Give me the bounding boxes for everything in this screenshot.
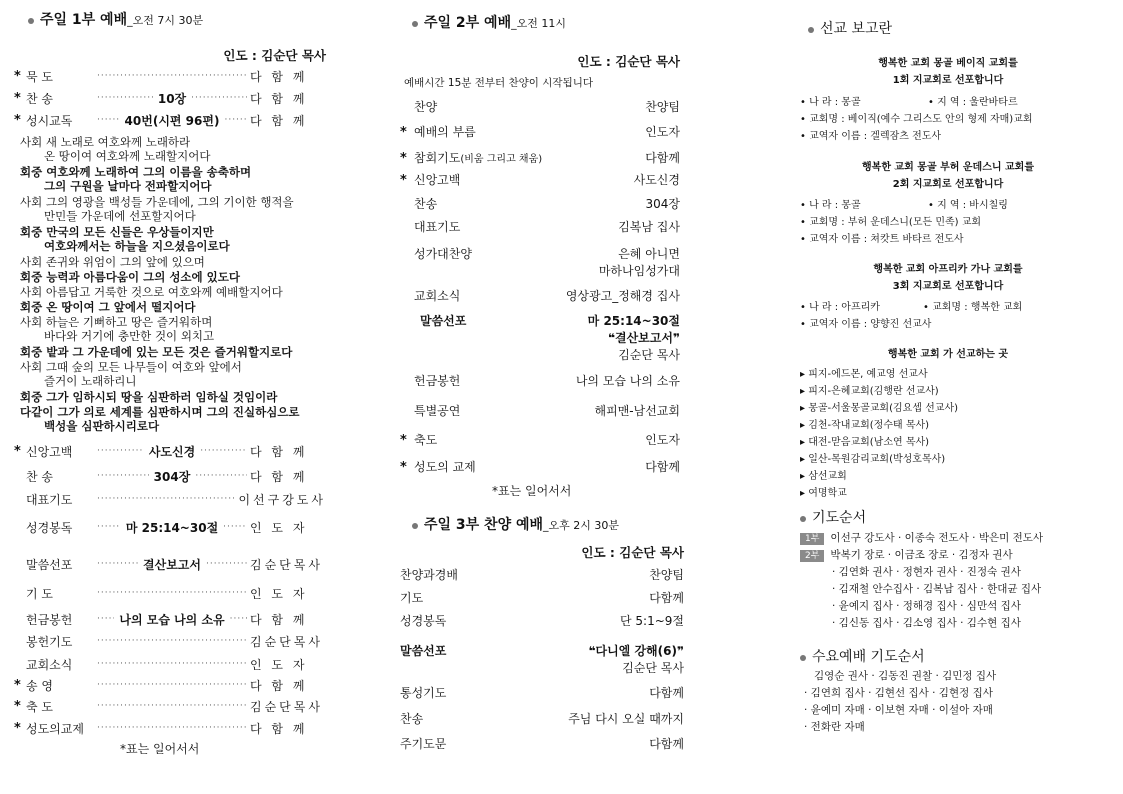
row-leader-dots <box>223 522 247 532</box>
row-value: 다 함 께 <box>250 113 308 128</box>
first-service-heading <box>28 9 203 29</box>
mission-2-worker: • 교역자 이름 : 쳐캇트 바타르 전도사 <box>800 234 964 245</box>
row-value: 영상광고_정해경 집사 <box>565 289 680 303</box>
row-leader-dots <box>224 115 247 125</box>
row-label: 성가대찬양 <box>414 247 472 261</box>
verse-line: 그의 구원을 날마다 전파할지어다 <box>44 179 212 193</box>
row-label: 기 도 <box>26 586 53 601</box>
item-label-wrap <box>400 372 460 389</box>
verse-line: 사회 하늘은 기뻐하고 땅은 즐거워하며 <box>20 315 213 329</box>
row-label: 신앙고백 <box>26 444 73 459</box>
row-leader-dots <box>97 559 138 569</box>
item-value-wrap <box>595 402 684 419</box>
row-label: 대표기도 <box>414 220 461 234</box>
row-label: 기도 <box>400 591 424 605</box>
item-label-wrap <box>400 149 542 166</box>
row-label: 통성기도 <box>400 686 447 700</box>
order-row <box>400 612 684 629</box>
first-service-leader: 인도 : 김순단 목사 <box>223 48 326 63</box>
item-value-wrap <box>576 372 684 389</box>
order-row <box>14 68 326 84</box>
row-leader-dots <box>97 93 153 103</box>
item-value-wrap <box>634 171 684 188</box>
order-row <box>14 556 326 572</box>
row-leader-dots <box>97 723 247 733</box>
row-value: 단 5:1~9절 <box>619 614 684 628</box>
item-label-wrap <box>400 245 472 279</box>
order-row <box>400 245 684 279</box>
second-service-time: _오전 11시 <box>511 17 566 30</box>
mission-site: ▸ 피지-은혜교회(김행란 선교사) <box>800 386 939 397</box>
item-label-wrap <box>400 458 476 475</box>
row-leader-dots <box>97 471 149 481</box>
mission-report-title: 선교 보고란 <box>820 21 893 37</box>
row-leader-dots <box>97 614 114 624</box>
row-star: * <box>14 112 21 128</box>
first-service-footnote: *표는 일어서서 <box>120 742 200 756</box>
mission-3-country: • 나 라 : 아프리카 <box>800 302 880 313</box>
order-row <box>400 287 684 304</box>
item-value-wrap <box>645 458 684 475</box>
row-label: 찬양과경배 <box>400 568 458 582</box>
row-leader-dots <box>97 446 144 456</box>
responsive-reading-verse <box>20 360 326 388</box>
verse-line: 회중 여호와께 노래하여 그의 이름을 송축하며 <box>20 165 252 179</box>
row-label: 송 영 <box>26 678 53 693</box>
second-sermon-row <box>400 312 684 363</box>
row-star: * <box>400 460 407 475</box>
order-row <box>14 720 326 736</box>
row-star: * <box>400 125 407 140</box>
order-row <box>14 491 326 507</box>
third-service-time: _오후 2시 30분 <box>543 519 620 532</box>
first-service-time: _오전 7시 30분 <box>127 14 204 27</box>
verse-line: 회중 온 땅이여 그 앞에서 떨지어다 <box>20 300 196 314</box>
row-value: 김순단목사 <box>250 634 323 649</box>
row-label: 찬송 <box>400 712 424 726</box>
prayer-row <box>832 615 1021 630</box>
row-leader-dots <box>97 701 247 711</box>
mission-site: ▸ 삼선교회 <box>800 471 847 482</box>
verse-line: 사회 존귀와 위엄이 그의 앞에 있으며 <box>20 255 205 269</box>
row-label-note: (비움 그리고 채움) <box>460 154 543 165</box>
third-service-title: 주일 3부 찬양 예배 <box>424 517 544 533</box>
mission-site: ▸ 김천-작내교회(정수태 목사) <box>800 420 930 431</box>
order-row <box>400 195 684 212</box>
row-detail: 사도신경 <box>148 444 196 459</box>
responsive-reading-verse <box>20 315 326 343</box>
mission-site: ▸ 여명학교 <box>800 488 847 499</box>
item-label-wrap <box>400 218 460 235</box>
row-value: 해피맨-남선교회 <box>594 404 680 418</box>
verse-line: 회중 능력과 아름다움이 그의 성소에 있도다 <box>20 270 240 284</box>
row-label: 축 도 <box>26 699 53 714</box>
verse-line: 백성을 심판하시리로다 <box>44 419 160 433</box>
item-value-wrap <box>599 245 684 279</box>
row-value: 다함께 <box>645 151 680 165</box>
second-sermon-ref: 마 25:14~30절 <box>587 314 680 328</box>
second-sermon-label: 말씀선포 <box>420 314 467 328</box>
prayer-row <box>832 581 1041 596</box>
row-label: 말씀선포 <box>26 557 73 572</box>
row-label: 성경봉독 <box>400 614 447 628</box>
row-value: 다함께 <box>649 591 684 605</box>
order-row <box>400 171 684 188</box>
responsive-reading-verse <box>20 285 326 299</box>
item-label-wrap <box>400 98 437 115</box>
row-label: 신앙고백 <box>414 173 461 187</box>
third-sermon-title: ❝다니엘 강해(6)❞ <box>588 644 684 658</box>
mission-site: ▸ 몽골-서울몽골교회(김요셉 선교사) <box>800 403 959 414</box>
row-label: 예배의 부름 <box>414 125 476 139</box>
row-value: 다 함 께 <box>250 721 308 736</box>
mission-3-worker: • 교역자 이름 : 양향진 선교사 <box>800 319 932 330</box>
row-value: 다 함 께 <box>250 469 308 484</box>
row-label: 성시교독 <box>26 113 73 128</box>
responsive-reading-verse <box>20 135 326 163</box>
verse-line: 사회 그의 영광을 백성들 가운데에, 그의 기이한 행적을 <box>20 195 294 209</box>
row-value: 인 도 자 <box>250 586 308 601</box>
prayer-row <box>832 598 1021 613</box>
prayer-names: · 김신동 집사 · 김소영 집사 · 김수현 집사 <box>832 617 1021 629</box>
mission-2-church: • 교회명 : 부허 운데스니(모든 민족) 교회 <box>800 217 982 228</box>
row-detail: 마 25:14~30절 <box>125 520 219 535</box>
mission-3-church: • 교회명 : 행복한 교회 <box>923 302 1023 313</box>
wednesday-prayer-title: 수요예배 기도순서 <box>812 649 925 665</box>
row-leader-dots <box>206 559 247 569</box>
row-value: 은혜 아니면 <box>618 247 680 261</box>
item-value-wrap <box>566 287 684 304</box>
responsive-reading-verse <box>20 390 326 404</box>
row-label: 참회기도 <box>414 151 461 165</box>
third-sermon-label: 말씀선포 <box>400 644 447 658</box>
bullet-icon <box>412 21 418 27</box>
item-label-wrap <box>400 431 437 448</box>
row-label: 헌금봉헌 <box>26 612 73 627</box>
order-row <box>400 123 684 140</box>
responsive-reading-verse <box>20 165 326 193</box>
verse-line: 회중 밭과 그 가운데에 있는 모든 것은 즐거워할지로다 <box>20 345 293 359</box>
row-leader-dots <box>97 494 235 504</box>
verse-line: 바다와 거기에 충만한 것이 외치고 <box>44 329 215 343</box>
mission-1-title: 행복한 교회 몽골 베이직 교회를 <box>878 58 1018 69</box>
bullet-icon <box>800 655 806 661</box>
prayer-row <box>800 530 1043 545</box>
mission-1-subtitle: 1회 지교회로 선포합니다 <box>892 75 1004 86</box>
row-star: * <box>400 173 407 188</box>
row-label: 축도 <box>414 433 438 447</box>
order-row <box>400 431 684 448</box>
row-value: 인도자 <box>645 433 680 447</box>
row-value: 찬양팀 <box>649 568 684 582</box>
item-value-wrap <box>645 431 684 448</box>
row-leader-dots <box>230 614 247 624</box>
row-value: 다 함 께 <box>250 444 308 459</box>
item-value-wrap <box>646 195 685 212</box>
prayer-names: · 김연화 권사 · 정현자 권사 · 진정숙 권사 <box>832 566 1021 578</box>
third-service-leader: 인도 : 김순단 목사 <box>581 545 684 560</box>
second-sermon-title: ❝결산보고서❞ <box>607 331 680 345</box>
third-service-heading <box>412 514 619 534</box>
row-value: 다함께 <box>649 737 684 751</box>
row-star: * <box>14 720 21 736</box>
row-value: 다 함 께 <box>250 612 308 627</box>
row-label: 헌금봉헌 <box>414 374 461 388</box>
prayer-row <box>832 564 1021 579</box>
order-row <box>14 468 326 484</box>
row-star: * <box>400 151 407 166</box>
mission-1-country: • 나 라 : 몽골 <box>800 97 861 108</box>
second-service-leader: 인도 : 김순단 목사 <box>577 54 680 69</box>
wednesday-prayer-row: · 김연희 집사 · 김현선 집사 · 김현정 집사 <box>804 687 993 699</box>
responsive-reading-verse <box>20 405 326 433</box>
mission-site: ▸ 일산-목원감리교회(박성호목사) <box>800 454 946 465</box>
item-value-wrap <box>645 149 684 166</box>
third-sermon-info <box>588 642 684 676</box>
mission-1-worker: • 교역자 이름 : 겔렉잠츠 전도사 <box>800 131 942 142</box>
row-value: 다함께 <box>645 460 680 474</box>
item-label-wrap <box>400 171 460 188</box>
verse-line: 회중 그가 임하시되 땅을 심판하러 임하실 것임이라 <box>20 390 278 404</box>
mission-3-title: 행복한 교회 아프리카 가나 교회를 <box>873 264 1023 275</box>
row-leader-dots <box>97 522 121 532</box>
order-row <box>14 90 326 106</box>
item-value-wrap <box>618 218 684 235</box>
responsive-reading-verse <box>20 255 326 269</box>
mission-2-subtitle: 2회 지교회로 선포합니다 <box>892 179 1004 190</box>
mission-2-region: • 지 역 : 바시칠링 <box>928 200 1008 211</box>
order-row <box>400 684 684 701</box>
order-row <box>400 458 684 475</box>
row-star: * <box>14 677 21 693</box>
row-value: 이선구강도사 <box>238 492 326 507</box>
second-sermon-info <box>588 312 684 363</box>
mission-1-region: • 지 역 : 울란바타르 <box>928 97 1018 108</box>
wednesday-prayer-heading <box>800 646 925 666</box>
row-label: 성경봉독 <box>26 520 73 535</box>
wednesday-prayer-row: · 전화란 자매 <box>804 721 865 733</box>
row-label: 찬 송 <box>26 469 53 484</box>
bullet-icon <box>808 27 814 33</box>
row-leader-dots <box>195 471 247 481</box>
prayer-order-heading <box>800 507 866 527</box>
service-tag: 1부 <box>800 533 824 545</box>
bullet-icon <box>28 18 34 24</box>
responsive-reading-verse <box>20 195 326 223</box>
row-label: 묵 도 <box>26 69 53 84</box>
row-label: 성도의 교제 <box>414 460 476 474</box>
second-sermon-pastor: 김순단 목사 <box>618 348 680 362</box>
row-star: * <box>14 68 21 84</box>
mission-1-church: • 교회명 : 베이직(예수 그리스도 안의 형제 자매)교회 <box>800 114 1033 125</box>
row-value: 인 도 자 <box>250 520 308 535</box>
mission-3-subtitle: 3회 지교회로 선포합니다 <box>892 281 1004 292</box>
row-star: * <box>14 443 21 459</box>
order-row <box>14 611 326 627</box>
order-row <box>400 566 684 583</box>
verse-line: 사회 새 노래로 여호와께 노래하라 <box>20 135 191 149</box>
order-row <box>14 677 326 693</box>
third-sermon-pastor: 김순단 목사 <box>622 661 684 675</box>
row-value: 김복남 집사 <box>618 220 680 234</box>
row-label: 성도의교제 <box>26 721 84 736</box>
responsive-reading-verse <box>20 345 326 359</box>
prayer-names: 박복기 장로 · 이금조 장로 · 김정자 권사 <box>830 549 1013 561</box>
row-label: 찬송 <box>414 197 438 211</box>
verse-line: 다같이 그가 의로 세계를 심판하시며 그의 진실하심으로 <box>20 405 300 419</box>
row-label: 특별공연 <box>414 404 461 418</box>
second-service-note: 예배시간 15분 전부터 찬양이 시작됩니다 <box>404 77 593 89</box>
row-leader-dots <box>200 446 247 456</box>
row-value: 다 함 께 <box>250 69 308 84</box>
verse-line: 회중 만국의 모든 신들은 우상들이지만 <box>20 225 214 239</box>
wednesday-prayer-row: 김영순 권사 · 김동진 권찰 · 김민정 집사 <box>814 670 997 682</box>
prayer-names: 이선구 강도사 · 이종숙 전도사 · 박은미 전도사 <box>830 532 1044 544</box>
item-label-wrap <box>400 287 460 304</box>
item-label-wrap <box>400 123 476 140</box>
order-row <box>400 589 684 606</box>
row-leader-dots <box>97 71 247 81</box>
verse-line: 사회 그때 숲의 모든 나무들이 여호와 앞에서 <box>20 360 242 374</box>
verse-line: 사회 아름답고 거룩한 것으로 여호와께 예배할지어다 <box>20 285 283 299</box>
item-value-wrap <box>645 123 684 140</box>
row-label: 찬양 <box>414 100 438 114</box>
mission-2-country: • 나 라 : 몽골 <box>800 200 861 211</box>
row-star: * <box>14 90 21 106</box>
first-service-title: 주일 1부 예배 <box>40 12 128 28</box>
prayer-names: · 김재철 안수집사 · 김복남 집사 · 한대균 집사 <box>832 583 1042 595</box>
verse-line: 여호와께서는 하늘을 지으셨음이로다 <box>44 239 230 253</box>
second-service-title: 주일 2부 예배 <box>424 15 512 31</box>
order-row <box>14 656 326 672</box>
mission-report-heading <box>808 18 892 38</box>
row-detail: 304장 <box>153 469 191 484</box>
row-value: 찬양팀 <box>645 100 680 114</box>
row-label: 봉헌기도 <box>26 634 73 649</box>
row-value: 인 도 자 <box>250 657 308 672</box>
row-value: 김순단목사 <box>250 699 323 714</box>
service-tag: 2부 <box>800 550 824 562</box>
row-value: 나의 모습 나의 소유 <box>575 374 680 388</box>
row-value-secondary: 마하나임성가대 <box>598 264 680 278</box>
row-value: 주님 다시 오실 때까지 <box>568 712 684 726</box>
order-row <box>400 218 684 235</box>
item-label-wrap <box>400 195 437 212</box>
row-leader-dots <box>97 115 120 125</box>
bullet-icon <box>412 523 418 529</box>
order-row <box>400 372 684 389</box>
row-leader-dots <box>97 680 247 690</box>
row-value: 사도신경 <box>633 173 680 187</box>
prayer-row <box>800 547 1013 562</box>
row-detail: 10장 <box>157 91 187 106</box>
wednesday-prayer-row: · 윤예미 자매 · 이보현 자매 · 이설아 자매 <box>804 704 993 716</box>
order-row <box>400 402 684 419</box>
item-label-wrap <box>400 402 460 419</box>
responsive-reading-verse <box>20 225 326 253</box>
order-row <box>14 698 326 714</box>
responsive-reading-verse <box>20 270 326 284</box>
row-label: 교회소식 <box>414 289 461 303</box>
verse-line: 만민들 가운데에 선포할지어다 <box>44 209 196 223</box>
supported-missions-title: 행복한 교회 가 선교하는 곳 <box>887 349 1009 360</box>
row-leader-dots <box>97 636 247 646</box>
row-leader-dots <box>97 659 247 669</box>
row-leader-dots <box>97 588 247 598</box>
row-value: 다 함 께 <box>250 91 308 106</box>
mission-site: ▸ 피지-에드몬, 예교영 선교사 <box>800 369 928 380</box>
row-value: 304장 <box>645 197 680 211</box>
bullet-icon <box>800 516 806 522</box>
mission-2-title: 행복한 교회 몽골 부허 운데스니 교회를 <box>862 162 1034 173</box>
row-label: 주기도문 <box>400 737 447 751</box>
verse-line: 온 땅이여 여호와께 노래할지어다 <box>44 149 211 163</box>
responsive-reading-verse <box>20 300 326 314</box>
row-value: 김순단목사 <box>250 557 323 572</box>
row-label: 대표기도 <box>26 492 73 507</box>
row-detail: 40번(시편 96편) <box>124 113 220 128</box>
order-row <box>14 633 326 649</box>
row-value: 인도자 <box>645 125 680 139</box>
third-sermon-row <box>400 642 684 676</box>
order-row <box>14 519 326 535</box>
order-row <box>400 710 684 727</box>
order-row <box>14 112 326 128</box>
second-service-heading <box>412 12 566 32</box>
row-leader-dots <box>191 93 247 103</box>
item-value-wrap <box>645 98 684 115</box>
order-row <box>14 443 326 459</box>
row-detail: 나의 모습 나의 소유 <box>119 612 225 627</box>
order-row <box>14 585 326 601</box>
row-star: * <box>400 433 407 448</box>
row-value: 다 함 께 <box>250 678 308 693</box>
verse-line: 즐거이 노래하리니 <box>44 374 137 388</box>
order-row <box>400 149 684 166</box>
row-value: 다함께 <box>649 686 684 700</box>
row-star: * <box>14 698 21 714</box>
order-row <box>400 98 684 115</box>
order-row <box>400 735 684 752</box>
mission-site: ▸ 대전-맏음교회(남소연 목사) <box>800 437 930 448</box>
prayer-names: · 윤예지 집사 · 정해경 집사 · 심만석 집사 <box>832 600 1021 612</box>
prayer-order-title: 기도순서 <box>812 510 867 526</box>
row-label: 교회소식 <box>26 657 73 672</box>
second-service-footnote: *표는 일어서서 <box>492 484 572 498</box>
row-label: 찬 송 <box>26 91 53 106</box>
row-detail: 결산보고서 <box>143 557 201 572</box>
